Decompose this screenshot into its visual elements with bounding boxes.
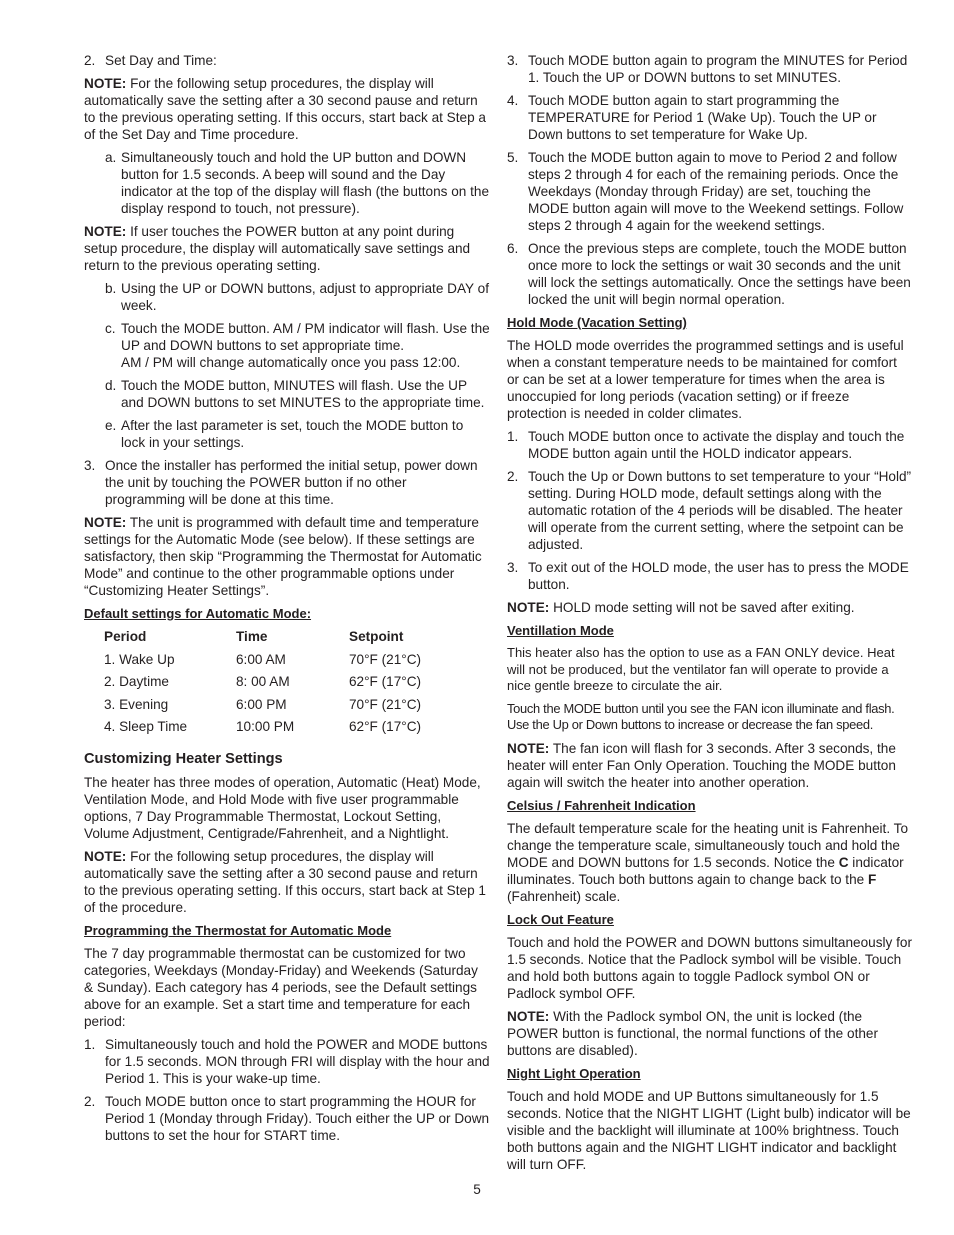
time-cell: 6:00 AM (236, 651, 286, 667)
table-row (104, 696, 479, 719)
ventilation-instructions: Touch the MODE button until you see the FAN icon illuminate and flash. Use the Up or Down buttons to increase or decrease the fan speed. (507, 700, 895, 732)
table-row (104, 673, 479, 696)
note-text: HOLD mode setting will not be saved after exiting. (553, 600, 855, 615)
step-text: Touch MODE button once to start programming the HOUR for Period 1 (Monday through Friday). Touch either the UP or Down buttons to set the hour for START time. (105, 1093, 490, 1143)
programming-step-3 (507, 52, 912, 86)
night-light-heading: Night Light Operation (507, 1065, 641, 1081)
note-paragraph (84, 848, 490, 916)
note-text: If user touches the POWER button at any point during setup procedure, the display will automatically save settings and return to the previous operating setting. (84, 224, 471, 273)
step-text: Touch the Up or Down buttons to set temperature to your “Hold” setting. During HOLD mode, default settings along with the automatic rotation of the 4 periods will be disabled. The heater will operate from the current setting, where the setpoint can be adjusted. (528, 469, 912, 552)
time-cell: 10:00 PM (236, 719, 295, 735)
substep-text: After the last parameter is set, touch the MODE button to lock in your settings. (121, 418, 464, 450)
hold-step-2 (507, 468, 912, 553)
substep-a (84, 149, 490, 217)
note-text: For the following setup procedures, the display will automatically save the setting after a 30 second pause and return to the previous operating setting. If this occurs, start back at Step 1 of the procedure. (84, 848, 486, 915)
column-header-time: Time (236, 629, 268, 644)
step-text: Once the previous steps are complete, touch the MODE button once more to lock the settings or wait 30 seconds and the unit will lock the settings automatically. Once the settings have been locked the unit will begin normal operation. (528, 241, 911, 307)
period-cell: 4. Sleep Time (104, 719, 188, 735)
step-power-down (84, 457, 490, 508)
step-text: Simultaneously touch and hold the POWER and MODE buttons for 1.5 seconds. MON through FRI will display with the hour and Period 1. This is your wake-up time. (105, 1036, 490, 1086)
substep-letter: c. (105, 321, 116, 336)
note-text: For the following setup procedures, the display will automatically save the setting after a 30 second pause and return to the previous operating setting. If this occurs, start back at Step a of the Set Day and Time procedure. (84, 76, 486, 142)
substep-e (84, 417, 490, 451)
defaults-heading: Default settings for Automatic Mode: (84, 606, 312, 621)
note-paragraph (507, 599, 912, 616)
step-title: Set Day and Time: (105, 53, 217, 68)
period-cell: 2. Daytime (104, 674, 169, 690)
step-number: 2. (507, 469, 519, 484)
step-text: Once the installer has performed the initial setup, power down the unit by touching the POWER button if no other programming will be done at this time. (105, 458, 478, 507)
page-number: 5 (473, 1182, 481, 1197)
celsius-fahrenheit-paragraph (507, 820, 912, 905)
step-text: Touch the MODE button again to move to Period 2 and follow steps 2 through 4 for each of the remaining periods. Once the Weekdays (Monday through Friday) are set, touching the MODE button again will move to the Weekend settings. Follow steps 2 through 4 again for the weekend settings. (528, 150, 904, 233)
cf-text: (Fahrenheit) scale. (507, 888, 621, 904)
left-column (84, 52, 490, 1150)
note-paragraph (84, 514, 490, 599)
note-label: NOTE: (507, 600, 550, 615)
note-label: NOTE: (84, 76, 127, 91)
substep-letter: a. (105, 150, 117, 165)
substep-text: Touch the MODE button, MINUTES will flash. Use the UP and DOWN buttons to set MINUTES to the appropriate time. (121, 378, 485, 410)
substep-letter: e. (105, 418, 117, 433)
substep-d (84, 377, 490, 411)
celsius-symbol: C (838, 854, 849, 870)
table-header-row (104, 628, 479, 651)
step-text: Touch MODE button again to program the MINUTES for Period 1. Touch the UP or DOWN buttons to set MINUTES. (528, 53, 908, 85)
note-text: The unit is programmed with default time and temperature settings for the Automatic Mode (see below). If these settings are satisfactory, then skip “Programming the Thermostat for Automatic Mode” and continue to the other programmable options under “Customizing Heater Settings”. (84, 515, 482, 598)
substep-text-continued: AM / PM will change automatically once you pass 12:00. (121, 355, 461, 370)
step-text: To exit out of the HOLD mode, the user has to press the MODE button. (528, 560, 909, 592)
lock-out-paragraph: Touch and hold the POWER and DOWN buttons simultaneously for 1.5 seconds. Notice that the Padlock symbol will be visible. Touch and hold both buttons again to toggle Padlock symbol ON or Padlock symbol OFF. (507, 934, 912, 1001)
setpoint-cell: 62°F (17°C) (349, 674, 422, 690)
fahrenheit-symbol: F (867, 871, 877, 887)
hold-mode-paragraph: The HOLD mode overrides the programmed settings and is useful when a constant temperature needs to be maintained for comfort or can be set at a lower temperature for times when the area is unoccupied for long periods (vacation setting) or if freeze protection is needed in colder climates. (507, 338, 904, 421)
step-number: 3. (84, 458, 96, 473)
step-number: 2. (84, 1093, 96, 1109)
substep-text: Touch the MODE button. AM / PM indicator will flash. Use the UP and DOWN buttons to set appropriate time. (121, 321, 490, 353)
substep-text: Using the UP or DOWN buttons, adjust to appropriate DAY of week. (121, 281, 489, 313)
note-text: With the Padlock symbol ON, the unit is locked (the POWER button is functional, the normal functions of the other buttons are disabled). (507, 1008, 879, 1058)
period-cell: 3. Evening (104, 696, 169, 712)
note-label: NOTE: (507, 1008, 550, 1024)
programming-step-4 (507, 92, 912, 143)
note-label: NOTE: (84, 848, 127, 864)
step-text: Touch MODE button once to activate the display and touch the MODE button again until the HOLD indicator appears. (528, 429, 905, 461)
programming-step-6 (507, 240, 912, 308)
substep-letter: d. (105, 378, 117, 393)
programming-heading: Programming the Thermostat for Automatic Mode (84, 922, 392, 938)
cf-text: indicator illuminates. Touch both buttons again to change back to the (507, 854, 904, 887)
note-label: NOTE: (507, 740, 550, 756)
note-label: NOTE: (84, 224, 127, 239)
setpoint-cell: 70°F (21°C) (349, 696, 422, 712)
note-paragraph (507, 740, 912, 791)
night-light-paragraph: Touch and hold MODE and UP Buttons simultaneously for 1.5 seconds. Notice that the NIGHT LIGHT (Light bulb) indicator will be visible and the backlight will illuminate at 100% brightness. Touch both buttons again and the NIGHT LIGHT indicator and backlight will turn OFF. (507, 1088, 911, 1172)
substep-letter: b. (105, 281, 117, 296)
programming-paragraph: The 7 day programmable thermostat can be customized for two categories, Weekdays (Monday-Friday) and Weekends (Saturday & Sunday). Each category has 4 periods, see the Default settings above for an example. Set a start time and temperature for each period: (84, 945, 478, 1029)
hold-step-3 (507, 559, 912, 593)
right-column (507, 52, 912, 1179)
note-paragraph (507, 1008, 912, 1059)
customizing-paragraph: The heater has three modes of operation, Automatic (Heat) Mode, Ventilation Mode, and Hold Mode with five user programmable options, 7 Day Programmable Thermostat, Lockout Setting, Volume Adjustment, Centigrade/Fahrenheit, and a Nightlight. (84, 774, 481, 841)
note-label: NOTE: (84, 515, 127, 530)
step-number: 5. (507, 150, 519, 165)
column-header-setpoint: Setpoint (349, 629, 404, 644)
step-number: 2. (84, 53, 96, 68)
step-number: 4. (507, 93, 519, 108)
hold-mode-heading: Hold Mode (Vacation Setting) (507, 315, 687, 330)
step-number: 1. (84, 1036, 96, 1052)
programming-step-2 (84, 1093, 490, 1144)
lock-out-heading: Lock Out Feature (507, 911, 614, 927)
defaults-table (104, 628, 479, 741)
programming-step-5 (507, 149, 912, 234)
ventilation-heading: Ventillation Mode (507, 623, 614, 638)
step-number: 6. (507, 241, 519, 256)
setpoint-cell: 62°F (17°C) (349, 719, 422, 735)
table-row (104, 718, 479, 741)
step-number: 3. (507, 53, 519, 68)
step-number: 3. (507, 560, 519, 575)
step-number: 1. (507, 429, 519, 444)
cf-text: The default temperature scale for the heating unit is Fahrenheit. To change the temperature scale, simultaneously touch and hold the MODE and DOWN buttons for 1.5 seconds. Notice the (507, 820, 909, 870)
time-cell: 6:00 PM (236, 696, 287, 712)
column-header-period: Period (104, 629, 147, 644)
customizing-title: Customizing Heater Settings (84, 750, 283, 767)
step-set-day-time (84, 52, 490, 69)
substep-b (84, 280, 490, 314)
note-paragraph (84, 75, 490, 143)
hold-step-1 (507, 428, 912, 462)
ventilation-paragraph: This heater also has the option to use as a FAN ONLY device. Heat will not be produced, but the ventilator fan will operate to provide a nice gentle breeze to circulate the air. (507, 645, 895, 693)
substep-text: Simultaneously touch and hold the UP button and DOWN button for 1.5 seconds. A beep will sound and the Day indicator at the top of the display will flash (the buttons on the display respond to touch, not pressure). (121, 150, 490, 216)
substep-c (84, 320, 490, 371)
period-cell: 1. Wake Up (104, 651, 175, 667)
table-row (104, 651, 479, 674)
note-text: The fan icon will flash for 3 seconds. After 3 seconds, the heater will enter Fan Only Operation. Touching the MODE button again will switch the heater into another operation. (507, 740, 896, 790)
note-paragraph (84, 223, 490, 274)
setpoint-cell: 70°F (21°C) (349, 651, 422, 667)
time-cell: 8: 00 AM (236, 674, 290, 690)
programming-step-1 (84, 1036, 490, 1087)
celsius-fahrenheit-heading: Celsius / Fahrenheit Indication (507, 797, 696, 813)
step-text: Touch MODE button again to start programming the TEMPERATURE for Period 1 (Wake Up). Touch the UP or Down buttons to set temperature for Wake Up. (528, 93, 877, 142)
